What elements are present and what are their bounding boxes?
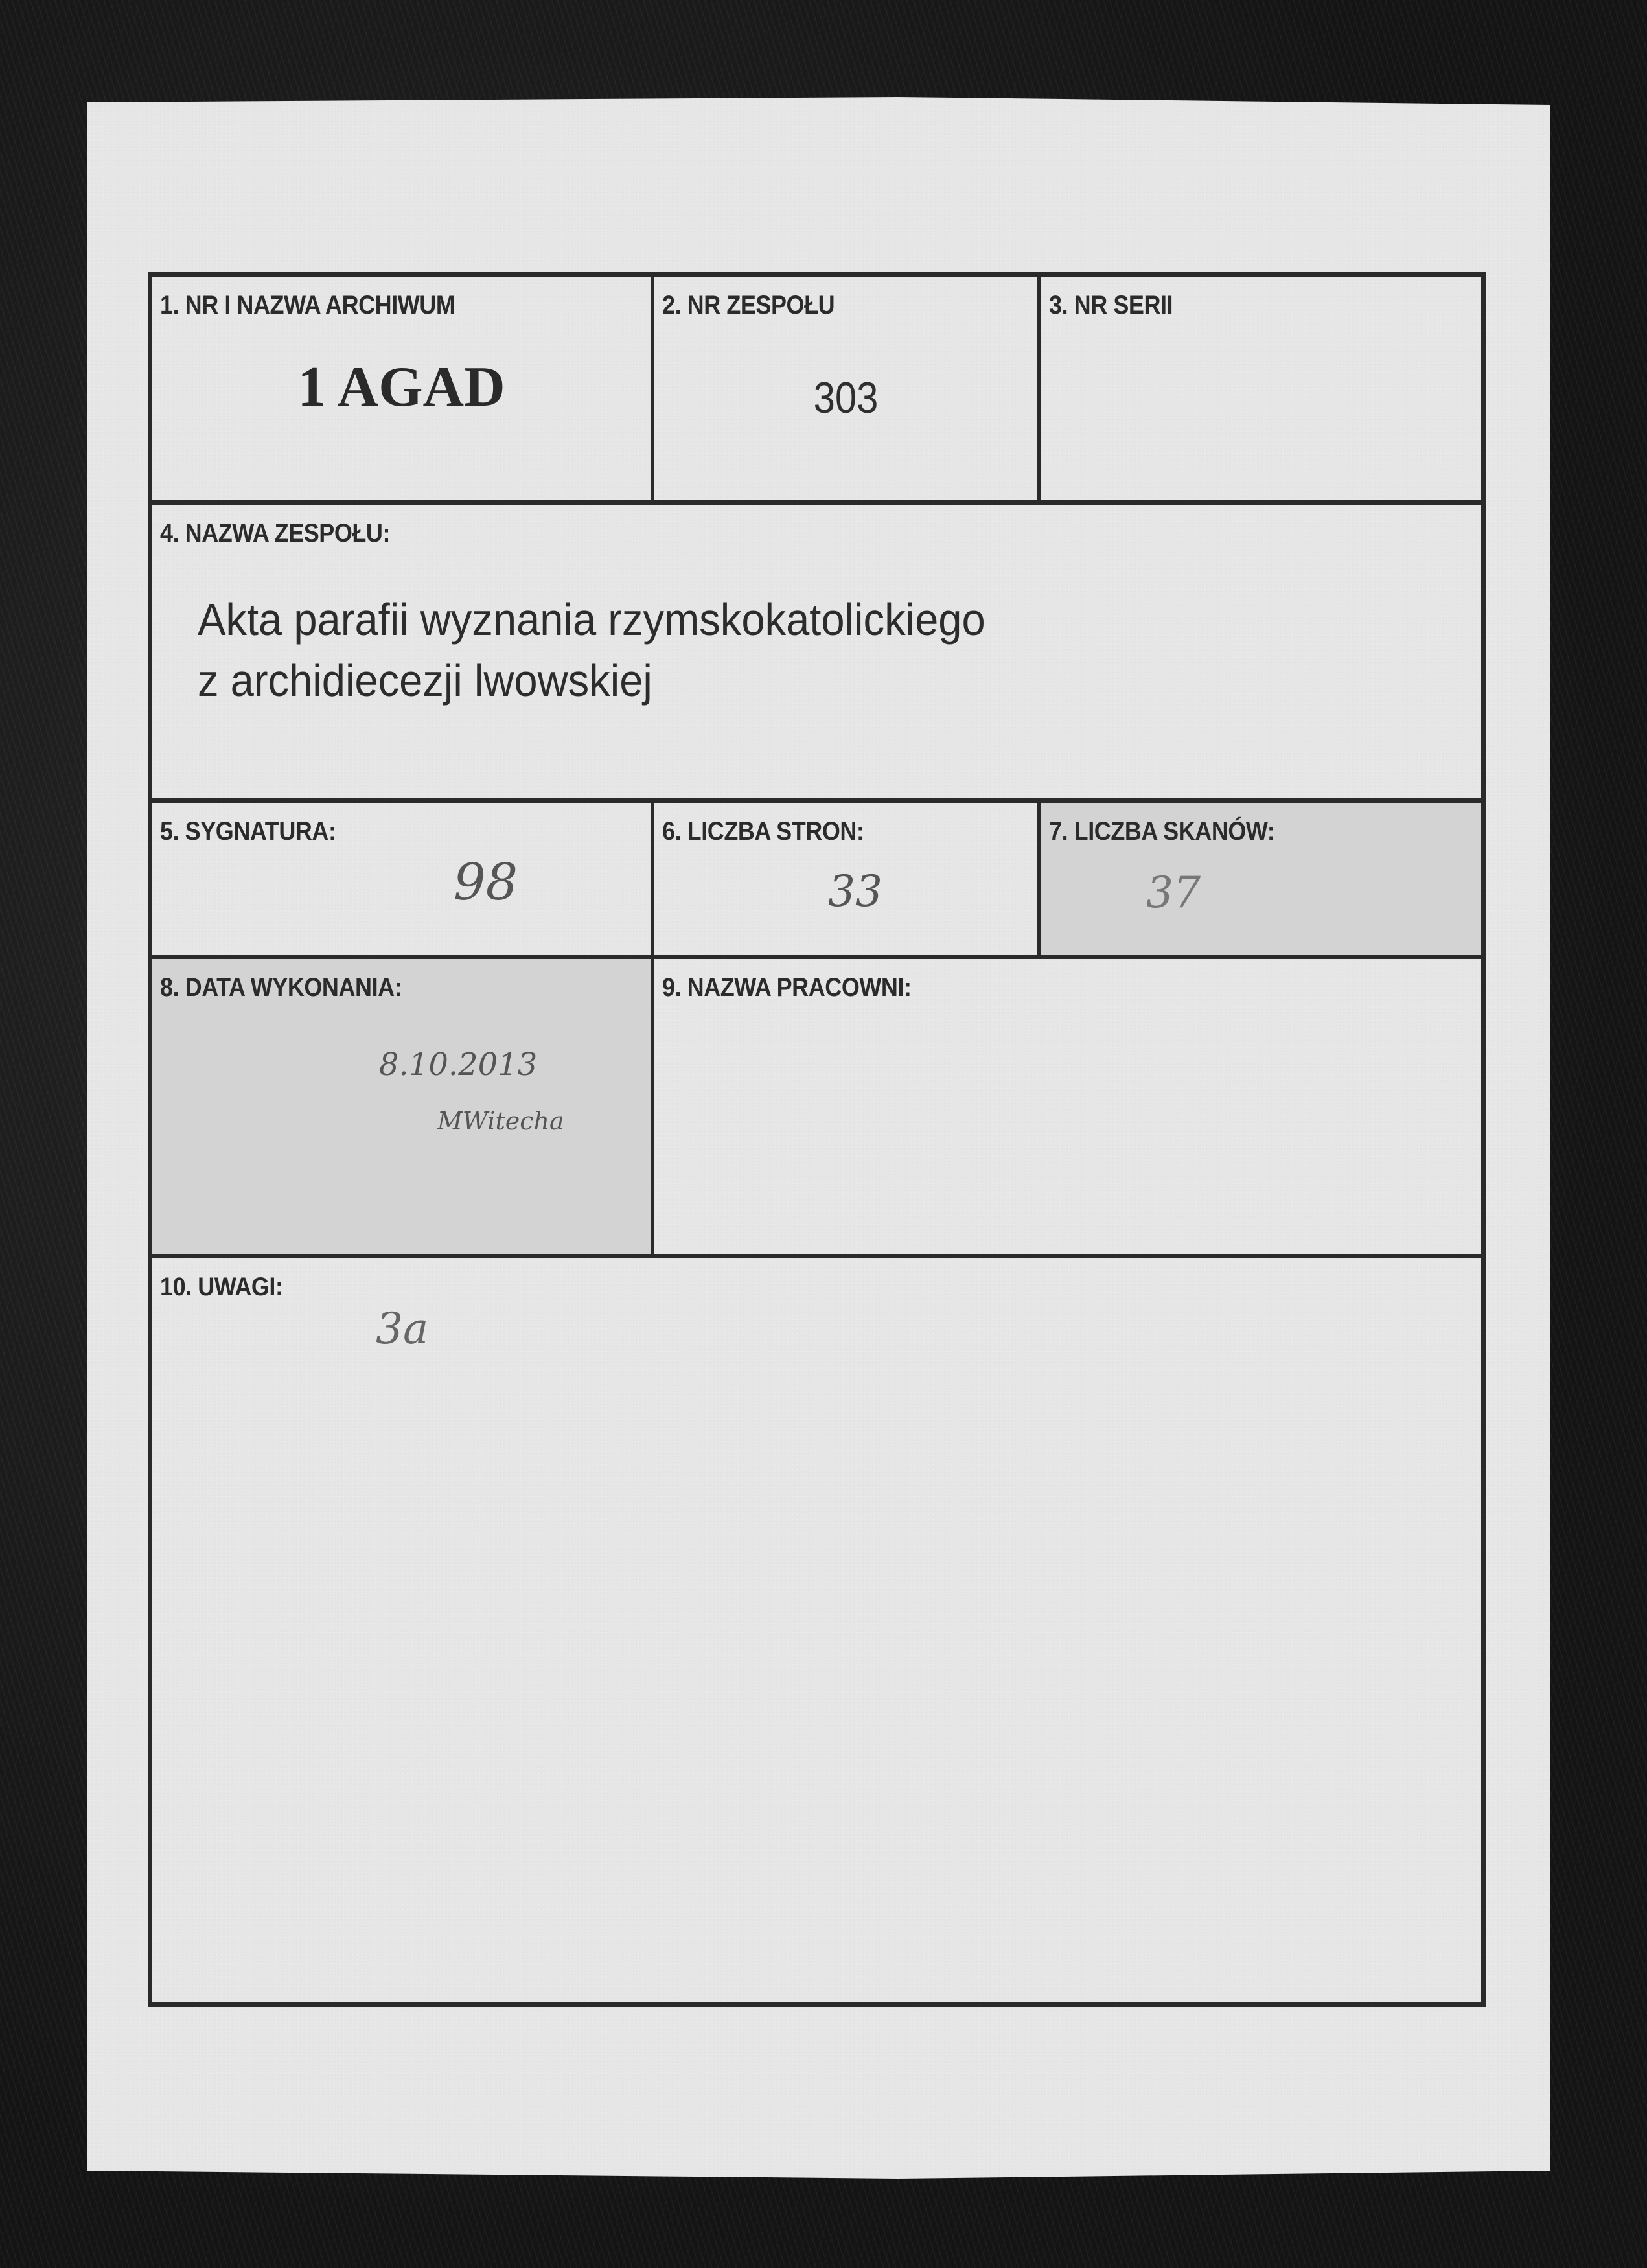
execution-date-label: 8. DATA WYKONANIA:	[160, 973, 402, 1002]
fond-number-label: 2. NR ZESPOŁU	[662, 291, 835, 319]
series-number-label: 3. NR SERII	[1049, 291, 1173, 319]
page-count-value: 33	[828, 866, 882, 916]
signature-ref-value: 98	[454, 853, 518, 912]
cell-execution-date	[152, 959, 654, 1258]
cell-archive	[152, 277, 654, 505]
workshop-name-label: 9. NAZWA PRACOWNI:	[662, 973, 912, 1002]
archive-value: 1 AGAD	[297, 356, 505, 419]
cell-fond-number	[654, 277, 1041, 505]
signature-ref-label: 5. SYGNATURA:	[160, 817, 336, 846]
scan-count-label: 7. LICZBA SKANÓW:	[1049, 817, 1275, 846]
cell-page-count	[654, 803, 1041, 959]
fond-name-line-2: z archidiecezji lwowskiej	[198, 655, 652, 706]
page-count-label: 6. LICZBA STRON:	[662, 817, 864, 846]
executor-signature: MWitecha	[437, 1107, 564, 1135]
scan-count-value: 37	[1146, 868, 1201, 918]
remarks-label: 10. UWAGI:	[160, 1273, 283, 1301]
archive-label: 1. NR I NAZWA ARCHIWUM	[160, 291, 455, 319]
fond-name-label: 4. NAZWA ZESPOŁU:	[160, 519, 391, 548]
cell-fond-name	[152, 505, 1481, 803]
archive-form	[148, 272, 1486, 2007]
fond-name-value	[198, 589, 985, 711]
cell-remarks	[152, 1258, 1481, 2002]
cell-workshop-name	[654, 959, 1481, 1258]
remarks-value: 3a	[376, 1304, 429, 1354]
cell-signature-ref	[152, 803, 654, 959]
fond-number-value: 303	[813, 373, 879, 422]
cell-scan-count	[1041, 803, 1481, 959]
cell-series-number	[1041, 277, 1481, 505]
fond-name-line-1: Akta parafii wyznania rzymskokatolickiego	[198, 594, 985, 645]
execution-date-value: 8.10.2013	[379, 1047, 538, 1083]
